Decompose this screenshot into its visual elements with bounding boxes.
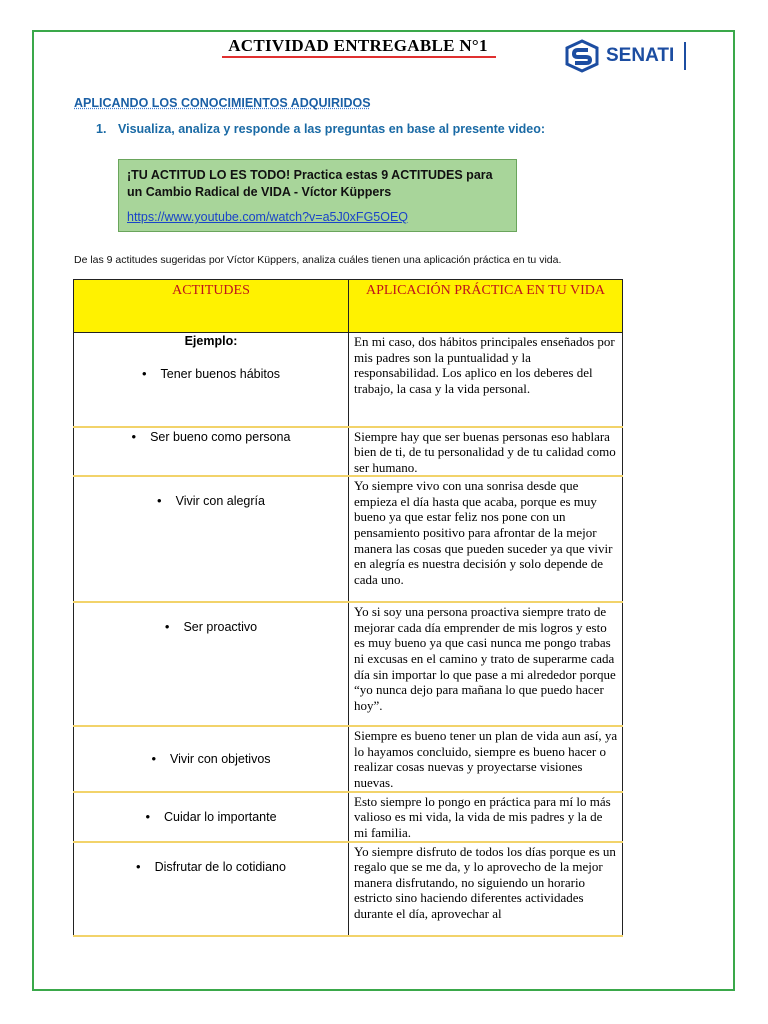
table-header-row (74, 280, 623, 333)
question-1 (96, 122, 545, 136)
attitudes-table (73, 279, 623, 937)
header-attitudes: ACTITUDES (74, 280, 349, 333)
question-text: Visualiza, analiza y responde a las preguntas en base al presente video: (118, 122, 546, 136)
title-underline (222, 56, 496, 58)
attitude-cell (74, 792, 349, 842)
video-title: ¡TU ACTITUD LO ES TODO! Practica estas 9 ACTITUDES para un Cambio Radical de VIDA - Víctor Küppers (127, 168, 493, 199)
attitude-cell (74, 333, 349, 427)
application-cell: En mi caso, dos hábitos principales enseñados por mis padres son la puntualidad y la responsabilidad. Los aplico en los deberes del trabajo, la casa y la vida personal. (349, 333, 623, 427)
attitude-label: • Vivir con alegría (157, 494, 265, 508)
question-number: 1. (96, 122, 107, 136)
attitude-cell (74, 427, 349, 477)
logo-divider (684, 42, 686, 70)
logo-text: SENATI (606, 45, 675, 66)
table-row (74, 792, 623, 842)
table-row (74, 602, 623, 726)
attitude-label: • Tener buenos hábitos (142, 367, 280, 381)
senati-logo (564, 38, 694, 74)
attitude-label: • Vivir con objetivos (151, 752, 270, 766)
video-link[interactable]: https://www.youtube.com/watch?v=a5J0xFG5OEQ (127, 210, 409, 224)
header-application: APLICACIÓN PRÁCTICA EN TU VIDA (349, 280, 623, 333)
attitude-cell (74, 842, 349, 936)
table-row (74, 726, 623, 791)
attitude-label: • Ser bueno como persona (132, 430, 291, 444)
table-row (74, 427, 623, 477)
example-label: Ejemplo: (184, 334, 238, 348)
video-box (118, 159, 517, 232)
table-row (74, 842, 623, 936)
attitude-cell (74, 602, 349, 726)
application-cell: Yo siempre disfruto de todos los días porque es un regalo que se me da, y lo aprovecho de la mejor manera disfrutando, no siguiendo un horario estricto sino haciendo diferentes actividades durante el día, aprovechar al (349, 842, 623, 936)
application-cell: Yo si soy una persona proactiva siempre trato de mejorar cada día emprender de mis logros y esto es muy bueno ya que casi nunca me pongo trabas ni excusas en el camino y trato de superarme cada día sin importar lo que pase a mi alrededor porque “yo nunca dejo para mañana lo que puedo hacer hoy”. (349, 602, 623, 726)
application-cell: Esto siempre lo pongo en práctica para mí lo más valioso es mi vida, la vida de mis padres y la de mi familia. (349, 792, 623, 842)
attitude-cell (74, 726, 349, 791)
page-title: ACTIVIDAD ENTREGABLE N°1 (228, 36, 488, 55)
intro-text: De las 9 actitudes sugeridas por Víctor Küppers, analiza cuáles tienen una aplicación práctica en tu vida. (74, 254, 562, 266)
table-row (74, 333, 623, 427)
application-cell: Siempre hay que ser buenas personas eso hablara bien de ti, de tu personalidad y de tu calidad como ser humano. (349, 427, 623, 477)
application-cell: Yo siempre vivo con una sonrisa desde que empieza el día hasta que acaba, porque es muy bueno ya que estar feliz nos pone con un pensamiento positivo para afrontar de la mejor manera las cosas que pueden suceder ya que vivir en alegría es nuestra decisión y solo depende de cada uno. (349, 476, 623, 602)
senati-logo-icon (564, 39, 600, 73)
attitude-cell (74, 476, 349, 602)
section-heading: APLICANDO LOS CONOCIMIENTOS ADQUIRIDOS (74, 96, 371, 110)
table-row (74, 476, 623, 602)
attitude-label: • Ser proactivo (165, 620, 257, 634)
application-cell: Siempre es bueno tener un plan de vida aun así, ya lo hayamos concluido, siempre es bueno hacer o realizar cosas nuevas y proyectarse visiones nuevas. (349, 726, 623, 791)
attitude-label: • Cuidar lo importante (145, 810, 276, 824)
attitude-label: • Disfrutar de lo cotidiano (136, 860, 286, 874)
